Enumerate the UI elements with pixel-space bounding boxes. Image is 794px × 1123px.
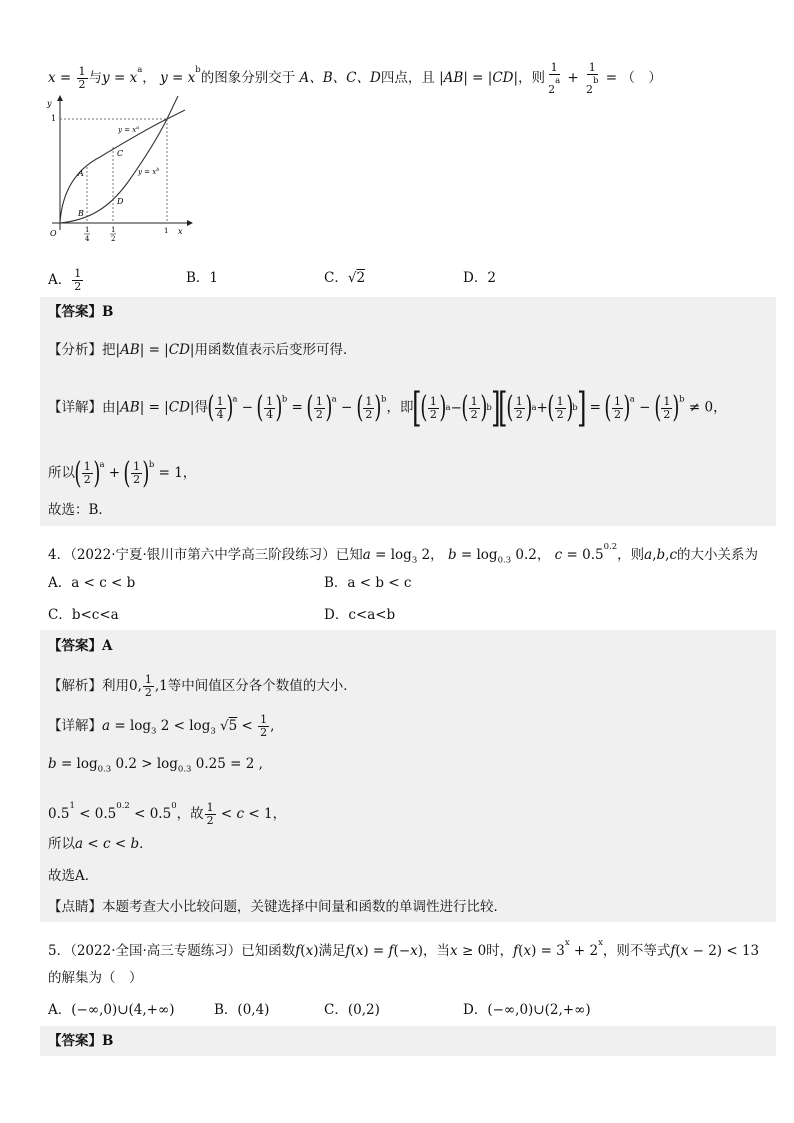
q4-option-b[interactable]: B．a < b < c xyxy=(324,575,412,591)
q3-option-c[interactable]: C．√2 xyxy=(324,270,366,286)
q3-option-b[interactable]: B．1 xyxy=(186,270,219,286)
q4-option-a[interactable]: A．a < c < b xyxy=(48,575,136,591)
point-c-label: C xyxy=(117,149,124,158)
q3-answer: 【答案】B xyxy=(48,304,114,320)
q5-answer: 【答案】B xyxy=(48,1033,114,1049)
x-tick-half xyxy=(110,226,116,243)
svg-text:2: 2 xyxy=(111,235,116,243)
q5-option-c[interactable]: C．(0,2) xyxy=(324,1002,380,1018)
q4-option-d[interactable]: D．c<a<b xyxy=(324,607,396,623)
q4-analysis: 【解析】利用0, $\frac{1}{2}$ ,1等中间值区分各个数值的大小． xyxy=(48,673,357,699)
q3-conclusion: 故选：B． xyxy=(48,502,112,518)
svg-text:4: 4 xyxy=(85,235,90,243)
q3-detail: 【详解】由|AB| = |CD|得 ( $\frac{1}{4}$ ) $^a$ − ( $\frac{1}{4}$ ) $^b$ = ( $\frac{1}{2}$ ) $^a$ − ( $\frac{1}{2}$ ) $^b$，即 [ ( $\frac{1}{2}$ ) a − ( $\frac{1}{2}$ ) b ] [ ( $\frac{1}{2}$ ) a + ( $\frac{1}{2}$ ) b ] = ( $\frac{1}{2}$ ) $^a$ − ( $\frac{1}{2}$ ) $^b$ ≠ 0， xyxy=(48,385,727,431)
q4-option-c[interactable]: C．b<c<a xyxy=(48,607,119,623)
y-axis-label: y xyxy=(47,99,52,108)
origin-label: O xyxy=(50,229,57,238)
y-tick-1: 1 xyxy=(51,114,57,123)
point-d-label: D xyxy=(117,197,124,206)
q4-comment: 【点睛】本题考查大小比较问题，关键选择中间量和函数的单调性进行比较． xyxy=(48,899,507,915)
point-b-label: B xyxy=(78,209,84,218)
curve2-label: $y = x^b$ xyxy=(138,167,160,176)
q5-option-b[interactable]: B．(0,4) xyxy=(214,1002,270,1018)
q3-option-d[interactable]: D．2 xyxy=(463,270,496,286)
svg-text:1: 1 xyxy=(85,226,90,234)
x-tick-1: 1 xyxy=(164,227,169,235)
q5-option-d[interactable]: D．(−∞,0)∪(2,+∞) xyxy=(463,1002,591,1018)
q5-option-a[interactable]: A．(−∞,0)∪(4,+∞) xyxy=(48,1002,175,1018)
svg-text:1: 1 xyxy=(111,226,116,234)
x-tick-quarter xyxy=(84,226,90,243)
x-axis-label: x xyxy=(178,227,183,236)
q5-solution-box xyxy=(40,1026,776,1056)
q4-so: 所以a < c < b． xyxy=(48,836,153,852)
q3-function-graph xyxy=(40,92,200,250)
q3-so: 所以 ( $\frac{1}{2}$ ) $^a$ + ( $\frac{1}{2}$ ) $^b$ = 1， xyxy=(48,455,197,491)
q4-answer: 【答案】A xyxy=(48,638,113,654)
q4-detail-line1: 【详解】$a = \log_3 2 < \log_3 √5$ < $\frac{1}{2}$ , xyxy=(48,713,275,739)
q3-stem: x = $\frac{1}{2}$ 与$y = x^a$， $y = x^b$的图象分别交于 A、B、C、D四点，且 |AB| = |CD|，则 $\frac{1}{2^a}$ + $\frac{1}{2^b}$ = （ ） xyxy=(48,60,662,96)
q4-stem: 4．（2022·宁夏·银川市第六中学高三阶段练习）已知$a = \log_3 2$， $b = \log_{0.3} 0.2$， $c = 0.5^{0.2}$，则a,b,c的大小关系为 xyxy=(48,542,759,566)
q5-stem-line2: 的解集为（ ） xyxy=(48,970,143,986)
point-a-label: A xyxy=(78,169,84,178)
q5-stem-line1: 5．（2022·全国·高三专题练习）已知函数f(x)满足f(x) = f(−x)，当x ≥ 0时，$f(x) = 3^x + 2^x$，则不等式f(x − 2) < 13 xyxy=(48,938,760,959)
q3-option-a[interactable]: A． $\frac{1}{2}$ xyxy=(48,267,82,293)
q4-detail-line3: $0.5^1 < 0.5^{0.2} < 0.5^0$，故 $\frac{1}{2}$ < c < 1， xyxy=(48,801,287,827)
q4-detail-line2: $b = \log_{0.3} 0.2 > \log_{0.3} 0.25 = 2$ , xyxy=(48,756,263,775)
q3-analysis: 【分析】把|AB| = |CD|用函数值表示后变形可得． xyxy=(48,342,357,358)
curve1-label: $y = x^a$ xyxy=(118,125,140,134)
q4-conclusion: 故选A． xyxy=(48,868,99,884)
